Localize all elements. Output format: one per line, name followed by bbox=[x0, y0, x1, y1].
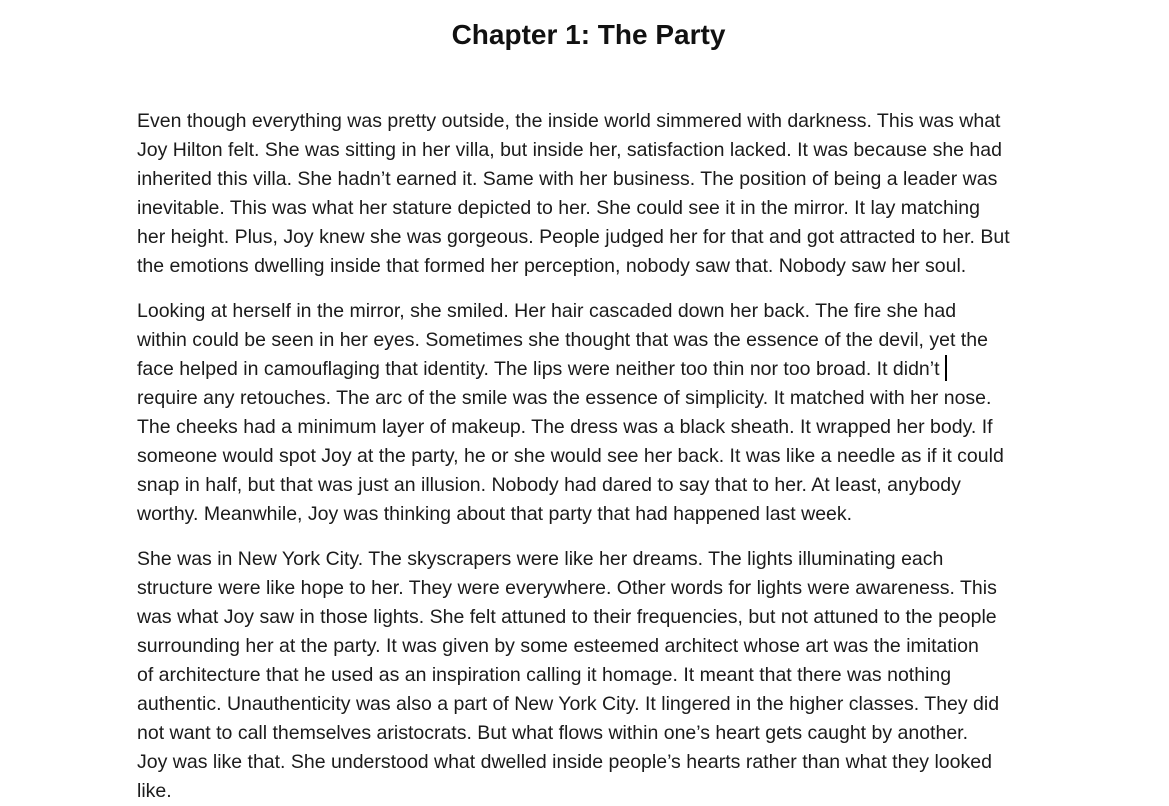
paragraph[interactable] bbox=[137, 297, 1040, 529]
text-line[interactable]: of architecture that he used as an inspiration calling it homage. It meant that there was nothing bbox=[137, 664, 952, 686]
text-line[interactable]: within could be seen in her eyes. Sometimes she thought that was the essence of the devil, yet the bbox=[137, 329, 988, 351]
text-line[interactable]: someone would spot Joy at the party, he or she would see her back. It was like a needle as if it could bbox=[137, 445, 1004, 467]
text-line[interactable]: inevitable. This was what her stature depicted to her. She could see it in the mirror. It lay matching bbox=[137, 197, 980, 219]
text-line[interactable]: inherited this villa. She hadn’t earned it. Same with her business. The position of being a leader was bbox=[137, 168, 998, 190]
text-line[interactable]: Joy was like that. She understood what dwelled inside people’s hearts rather than what they looked bbox=[137, 751, 992, 773]
text-line[interactable]: Joy Hilton felt. She was sitting in her villa, but inside her, satisfaction lacked. It was because she had bbox=[137, 139, 1002, 161]
text-line[interactable]: her height. Plus, Joy knew she was gorgeous. People judged her for that and got attracted to her. But bbox=[137, 226, 1010, 248]
document-body[interactable] bbox=[137, 107, 1040, 806]
text-line[interactable]: was what Joy saw in those lights. She felt attuned to their frequencies, but not attuned to the people bbox=[137, 606, 997, 628]
text-line[interactable]: worthy. Meanwhile, Joy was thinking about that party that had happened last week. bbox=[137, 503, 853, 525]
paragraph[interactable] bbox=[137, 545, 1040, 806]
paragraph[interactable] bbox=[137, 107, 1040, 281]
text-line[interactable]: The cheeks had a minimum layer of makeup. The dress was a black sheath. It wrapped her body. If bbox=[137, 416, 993, 438]
document-title[interactable]: Chapter 1: The Party bbox=[451, 19, 726, 50]
text-line[interactable]: face helped in camouflaging that identity. The lips were neither too thin nor too broad. It didn’t bbox=[137, 355, 1040, 384]
text-line[interactable]: structure were like hope to her. They were everywhere. Other words for lights were awareness. This bbox=[137, 577, 997, 599]
text-line[interactable]: the emotions dwelling inside that formed her perception, nobody saw that. Nobody saw her soul. bbox=[137, 255, 967, 277]
text-line[interactable]: snap in half, but that was just an illusion. Nobody had dared to say that to her. At least, anybody bbox=[137, 474, 961, 496]
text-line[interactable]: authentic. Unauthenticity was also a part of New York City. It lingered in the higher classes. They did bbox=[137, 693, 1000, 715]
text-line[interactable]: require any retouches. The arc of the smile was the essence of simplicity. It matched with her nose. bbox=[137, 387, 992, 409]
text-line[interactable]: like. bbox=[137, 780, 172, 802]
text-line[interactable]: Looking at herself in the mirror, she smiled. Her hair cascaded down her back. The fire she had bbox=[137, 300, 957, 322]
text-line[interactable]: surrounding her at the party. It was given by some esteemed architect whose art was the imitation bbox=[137, 635, 979, 657]
text-cursor-caret bbox=[945, 355, 947, 381]
text-line[interactable]: She was in New York City. The skyscrapers were like her dreams. The lights illuminating each bbox=[137, 548, 944, 570]
text-line[interactable]: not want to call themselves aristocrats. But what flows within one’s heart gets caught by another. bbox=[137, 722, 968, 744]
text-line[interactable]: Even though everything was pretty outside, the inside world simmered with darkness. This was what bbox=[137, 110, 1001, 132]
